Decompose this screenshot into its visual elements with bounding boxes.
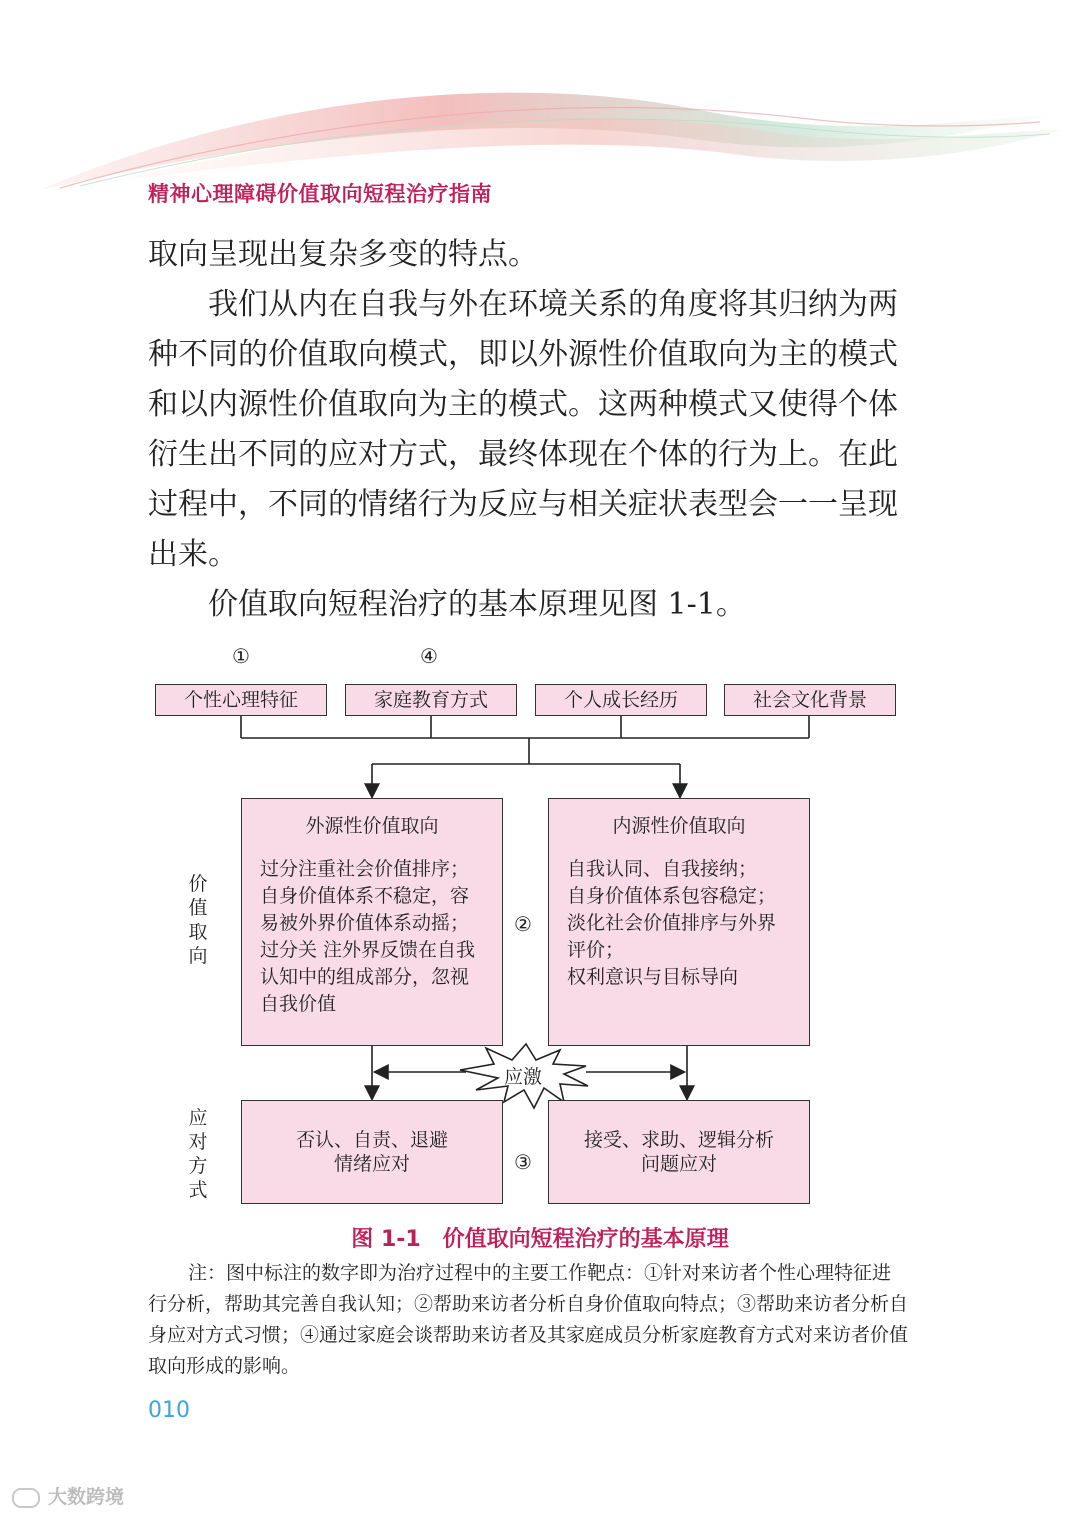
factor-box: 个性心理特征 — [155, 684, 327, 716]
factor-box: 社会文化背景 — [724, 684, 896, 716]
endogenous-title: 内源性价值取向 — [612, 815, 746, 837]
factor-box: 个人成长经历 — [535, 684, 707, 716]
stress-label: 应激 — [504, 1066, 543, 1088]
endogenous-body: 自我认同、自我接纳； 自身价值体系包容稳定； 淡化社会价值排序与外界 评价； 权利意识与目标导向 — [567, 858, 777, 988]
paragraph: 取向呈现出复杂多变的特点。 — [148, 237, 538, 272]
coping-box-line: 情绪应对 — [333, 1153, 410, 1175]
coping-box-line: 问题应对 — [640, 1153, 717, 1175]
exogenous-box — [241, 798, 503, 1046]
figure-caption: 图 1-1 价值取向短程治疗的基本原理 — [351, 1227, 729, 1252]
principle-diagram — [148, 640, 908, 1220]
paragraph: 我们从内在自我与外在环境关系的角度将其归纳为两种不同的价值取向模式，即以外源性价值取向为主的模式和以内源性价值取向为主的模式。这两种模式又使得个体衍生出不同的应对方式，最终体现在个体的行为上。在此过程中，不同的情绪行为反应与相关症状表型会一一呈现出来。 — [148, 287, 898, 572]
side-label-coping: 应对方式 — [188, 1107, 208, 1201]
marker-2: ② — [514, 912, 532, 936]
exogenous-body: 过分注重社会价值排序； 自身价值体系不稳定，容 易被外界价值体系动摇； 过分关 注外界反馈在自我 认知中的组成部分，忽视 自我价值 — [260, 858, 476, 1015]
exogenous-title: 外源性价值取向 — [305, 815, 439, 837]
side-label-value: 价值取向 — [188, 873, 208, 967]
coping-box-line: 否认、自责、退避 — [295, 1129, 448, 1151]
marker-4: ④ — [420, 644, 438, 668]
running-title: 精神心理障碍价值取向短程治疗指南 — [148, 182, 492, 206]
watermark — [12, 1482, 124, 1509]
endogenous-box — [548, 798, 810, 1046]
coping-box-emotional — [241, 1100, 503, 1204]
coping-box-line: 接受、求助、逻辑分析 — [583, 1129, 774, 1151]
paragraph: 价值取向短程治疗的基本原理见图 1-1。 — [208, 587, 746, 622]
marker-1: ① — [232, 644, 250, 668]
marker-3: ③ — [514, 1150, 532, 1174]
factor-box: 家庭教育方式 — [345, 684, 517, 716]
watermark-text: 大数跨境 — [48, 1486, 125, 1508]
coping-box-problem — [548, 1100, 810, 1204]
figure-note: 注：图中标注的数字即为治疗过程中的主要工作靶点：①针对来访者个性心理特征进行分析，帮助其完善自我认知；②帮助来访者分析自身价值取向特点；③帮助来访者分析自身应对方式习惯；④通过家庭会谈帮助来访者及其家庭成员分析家庭教育方式对来访者价值取向形成的影响。 — [148, 1262, 909, 1377]
page-number: 010 — [148, 1398, 190, 1423]
watermark-logo-icon — [12, 1488, 40, 1508]
